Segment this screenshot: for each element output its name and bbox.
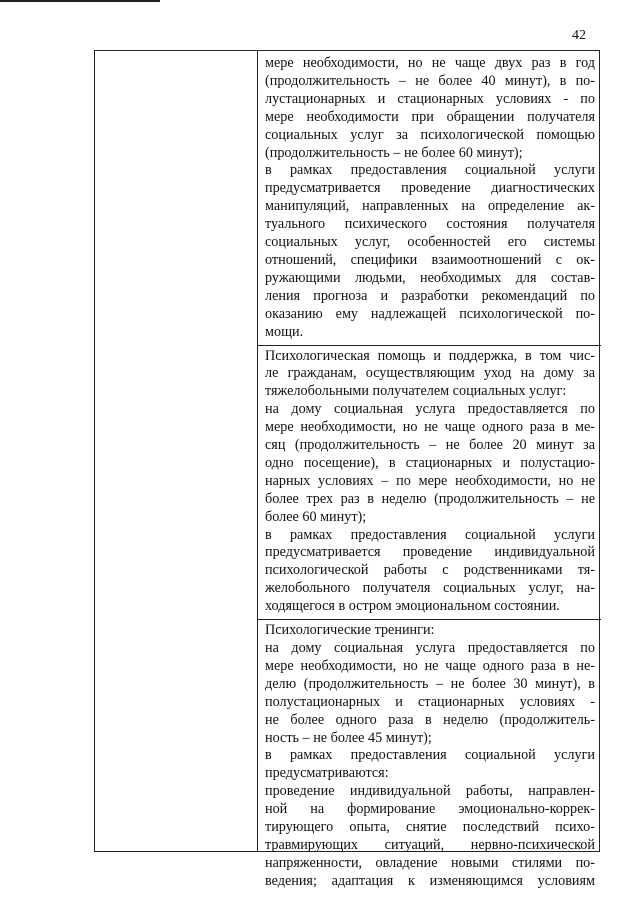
text-line: психологической работы с родственниками тя- xyxy=(265,562,595,579)
text-line: не более одного раза в неделю (продолжитель- xyxy=(265,711,595,728)
text-line: туального психического состояния получателя xyxy=(265,216,595,233)
text-line: на дому социальная услуга предоставляется по xyxy=(265,401,595,418)
services-table xyxy=(94,50,600,889)
text-line: мере необходимости, но не чаще двух раз в год xyxy=(265,55,595,71)
text-line: ной на формирование эмоционально-коррек- xyxy=(265,801,595,818)
text-line: на дому социальная услуга предоставляется по xyxy=(265,640,595,656)
text-line: делю (продолжительность – не более 30 минут), в xyxy=(265,675,595,692)
text-line: ходящегося в остром эмоциональном состоянии. xyxy=(265,598,560,615)
text-line: в рамках предоставления социальной услуги xyxy=(265,526,595,543)
text-line: Психологические тренинги: xyxy=(265,622,435,639)
text-line: (продолжительность – не более 40 минут), в по- xyxy=(265,72,595,89)
text-line: напряженности, овладение новыми стилями по- xyxy=(265,854,595,871)
text-line: предусматривается проведение диагностических xyxy=(265,180,595,197)
text-line: мере необходимости, но не чаще одного раза в не- xyxy=(265,657,595,674)
text-line: тирующего опыта, снятие последствий психо- xyxy=(265,819,595,836)
text-line: сяц (продолжительность – не более 20 минут за xyxy=(265,437,595,454)
text-line: мощи. xyxy=(265,323,304,340)
text-line: мере необходимости при обращении получателя xyxy=(265,108,595,125)
text-line: желобольного получателя социальных услуг, на- xyxy=(265,580,595,597)
text-line: социальных услуг, особенностей его системы xyxy=(265,234,595,251)
page-number: 42 xyxy=(572,28,586,43)
text-line: в рамках предоставления социальной услуги xyxy=(265,747,595,764)
text-line: отношений, специфики взаимоотношений с ок- xyxy=(265,251,595,268)
text-line: полустационарных и стационарных условиях - xyxy=(265,693,595,710)
text-line: Психологическая помощь и поддержка, в том чис- xyxy=(265,347,595,364)
text-line: мере необходимости, но не чаще одного раза в ме- xyxy=(265,419,595,436)
row-separator xyxy=(257,342,601,346)
text-line: ность – не более 45 минут); xyxy=(265,729,432,746)
text-line: ления прогноза и разработки рекомендаций по xyxy=(265,287,595,304)
description-cell xyxy=(265,55,595,891)
text-line: тяжелобольными получателем социальных услуг: xyxy=(265,383,567,400)
row-separator xyxy=(257,616,601,620)
text-line: проведение индивидуальной работы, направлен- xyxy=(265,783,595,800)
top-rule xyxy=(0,0,160,2)
text-line: в рамках предоставления социальной услуги xyxy=(265,162,595,179)
text-line: более трех раз в неделю (продолжительность – не xyxy=(265,490,595,507)
text-line: манипуляций, направленных на определение ак- xyxy=(265,198,595,215)
text-line: одно посещение), в стационарных и полустацио- xyxy=(265,454,595,471)
text-line: ле гражданам, осуществляющим уход на дому за xyxy=(265,365,595,382)
text-line: лустационарных и стационарных условиях - по xyxy=(265,90,595,107)
text-line: предусматриваются: xyxy=(265,765,389,782)
text-line: ружающими людьми, необходимых для состав- xyxy=(265,269,595,286)
text-line: ведения; адаптация к изменяющимся условиям xyxy=(265,872,595,889)
column-divider xyxy=(257,51,258,851)
text-line: более 60 минут); xyxy=(265,508,367,525)
text-line: травмирующих ситуаций, нервно-психической xyxy=(265,836,595,853)
text-line: (продолжительность – не более 60 минут); xyxy=(265,144,523,161)
text-line: нарных условиях – по мере необходимости, но не xyxy=(265,472,595,489)
text-line: оказанию ему надлежащей психологической по- xyxy=(265,305,595,322)
text-line: предусматривается проведение индивидуальной xyxy=(265,544,595,561)
text-line: социальных услуг за психологической помощью xyxy=(265,126,595,143)
